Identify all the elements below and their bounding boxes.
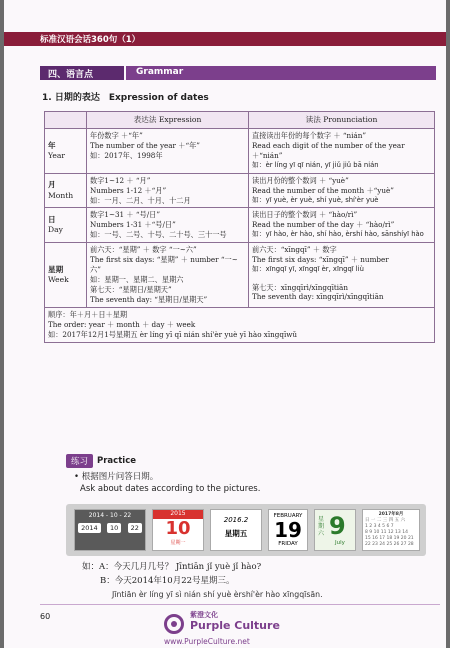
table-header-expression: 表达法 Expression <box>87 112 249 129</box>
calendar-images-strip <box>66 504 426 556</box>
pron-line: The seventh day: xīngqīrì/xīngqītiān <box>252 292 384 302</box>
expr-line: 如：2017年、1998年 <box>90 151 163 161</box>
row-head <box>45 208 87 243</box>
calendar-2-number: 10 <box>165 518 191 539</box>
calendar-4-day: 19 <box>274 518 302 542</box>
calendar-2-top: 2015 <box>153 510 203 519</box>
calendar-6-row: 22 23 24 25 26 27 28 <box>365 542 414 547</box>
table-row-week <box>45 243 435 308</box>
calendar-image-2 <box>152 509 204 551</box>
expr-line: The number of the year ＋“年” <box>90 141 200 151</box>
section-banner <box>40 66 436 80</box>
calendar-6-row: 15 16 17 18 19 20 21 <box>365 536 414 541</box>
calendar-1-month: 10 <box>107 523 121 533</box>
table-row-day <box>45 208 435 243</box>
section-title-en: Grammar <box>126 66 436 80</box>
pron-line: 如：èr líng yī qī nián, yī jiǔ jiǔ bā nián <box>252 161 379 170</box>
pronunciation-cell <box>249 173 435 208</box>
calendar-6-row: 1 2 3 4 5 6 7 <box>365 524 394 529</box>
calendar-5-day: 9 <box>329 512 346 540</box>
calendar-5-weekday: 星期六 <box>318 516 325 537</box>
dialogue-b: B：今天2014年10月22号星期三。 <box>100 576 235 586</box>
row-head-en: Week <box>48 275 69 285</box>
book-page <box>4 0 446 648</box>
calendar-image-4 <box>268 509 308 551</box>
calendar-6-row: 日 一 二 三 四 五 六 <box>365 518 406 523</box>
row-head-en: Year <box>48 151 66 161</box>
calendar-2-sub: 星期一 <box>170 540 186 546</box>
table-footer-row <box>45 307 435 342</box>
order-cell <box>45 307 435 342</box>
practice-label: Practice <box>97 456 136 466</box>
calendar-4-weekday: FRIDAY <box>278 541 298 547</box>
section-title-cn: 四、语言点 <box>40 66 124 80</box>
table-row-year <box>45 129 435 173</box>
row-head <box>45 243 87 308</box>
table-header-pronunciation: 读法 Pronunciation <box>249 112 435 129</box>
page-number: 60 <box>40 612 51 621</box>
order-example: 如：2017年12月1号星期五 èr líng yī qī nián shí'èr yuè yī hào xīngqīwǔ <box>48 329 298 339</box>
calendar-1-year: 2014 <box>78 523 101 533</box>
expr-line: 数字1~12 ＋ “月” <box>90 175 151 185</box>
table-header-corner <box>45 112 87 129</box>
pronunciation-cell <box>249 208 435 243</box>
dialogue-b-pinyin: Jīntiān èr líng yī sì nián shí yuè èrshí'èr hào xīngqīsān. <box>112 590 323 599</box>
running-head <box>4 32 446 46</box>
dialogue-a: 如：A：今天几月几号？ Jīntiān jǐ yuè jǐ hào? <box>82 562 262 572</box>
table-header-row <box>45 112 435 129</box>
pron-line: Read each digit of the number of the year ＋“nián” <box>252 141 405 161</box>
expression-cell <box>87 243 249 308</box>
expr-line: 第七天：“星期日/星期天” <box>90 285 172 295</box>
watermark <box>164 610 314 646</box>
calendar-3-weekday: 星期五 <box>224 529 248 538</box>
subheading: 1. 日期的表达 Expression of dates <box>42 93 209 103</box>
calendar-1-fields <box>75 523 145 533</box>
expr-line: Numbers 1-12 ＋“月” <box>90 185 167 195</box>
pron-line: Read the number of the month ＋“yuè” <box>252 185 394 195</box>
pron-line: 如：xīngqī yī, xīngqī èr, xīngqī liù <box>252 265 364 274</box>
expr-line: The seventh day: “星期日/星期天” <box>90 294 208 304</box>
calendar-image-3 <box>210 509 262 551</box>
example-dialogue <box>82 560 323 602</box>
row-head-cn: 年 <box>48 140 56 150</box>
expression-cell <box>87 129 249 173</box>
calendar-1-header: 2014 - 10 - 22 <box>88 512 132 519</box>
practice-heading <box>66 454 136 468</box>
pron-line: Read the number of the day ＋ “hào/rì” <box>252 220 395 230</box>
pron-line: 如：yī yuè, èr yuè, shí yuè, shí'èr yuè <box>252 195 379 204</box>
row-head-cn: 星期 <box>48 264 64 274</box>
practice-tag: 练习 <box>66 454 93 468</box>
calendar-6-title: 2017年8月 <box>378 512 404 517</box>
expression-cell <box>87 173 249 208</box>
expr-line: 数字1~31 ＋ “号/日” <box>90 210 161 220</box>
row-head-cn: 月 <box>48 180 56 190</box>
row-head <box>45 129 87 173</box>
expression-cell <box>87 208 249 243</box>
pron-line: 读出日子的整个数词 ＋ “hào/rì” <box>252 210 358 220</box>
order-cn: 顺序：年＋月＋日＋星期 <box>48 309 128 319</box>
expr-line: 如：一月、二月、十月、十二月 <box>90 195 191 205</box>
watermark-brand: Purple Culture <box>190 619 280 632</box>
expr-line: Numbers 1-31 ＋“号/日” <box>90 220 176 230</box>
calendar-image-1 <box>74 509 146 551</box>
practice-instruction-cn: • 根据图片问答日期。 <box>74 472 159 482</box>
pron-line: 读出月份的整个数词 ＋ “yuè” <box>252 175 349 185</box>
practice-instruction-en: Ask about dates according to the pictures. <box>80 484 261 494</box>
pron-line: 直接读出年份的每个数字 ＋ “nián” <box>252 131 367 141</box>
calendar-3-date: 2016.2 <box>223 516 249 524</box>
row-head-en: Month <box>48 190 74 200</box>
calendar-1-day: 22 <box>128 523 142 533</box>
footer-divider <box>40 604 440 605</box>
pronunciation-cell <box>249 243 435 308</box>
date-expression-table <box>44 111 435 343</box>
expr-line: 如：星期一、星期二、星期六 <box>90 275 184 285</box>
expr-line: 前六天：“星期” ＋ 数字 “一~六” <box>90 245 197 255</box>
calendar-image-6 <box>362 509 420 551</box>
pron-line: 前六天：“xīngqī” ＋ 数字 <box>252 245 337 255</box>
expr-line: 如：一号、二号、十号、二十号、三十一号 <box>90 230 227 240</box>
pron-line: The first six days: “xīngqī” ＋ number <box>252 255 389 265</box>
calendar-5-month: July <box>335 540 345 546</box>
purple-culture-logo-icon <box>164 614 184 634</box>
order-en: The order: year ＋ month ＋ day ＋ week <box>48 319 196 329</box>
pron-line: 如：yī hào, èr hào, shí hào, èrshí hào, sānshíyī hào <box>252 230 424 239</box>
row-head-cn: 日 <box>48 214 56 224</box>
row-head-en: Day <box>48 225 63 235</box>
watermark-url: www.PurpleCulture.net <box>164 637 250 646</box>
calendar-image-5 <box>314 509 356 551</box>
calendar-6-row: 8 9 10 11 12 13 14 <box>365 530 408 535</box>
pronunciation-cell <box>249 129 435 173</box>
pron-line: 第七天：xīngqīrì/xīngqītiān <box>252 282 348 292</box>
running-head-title: 标准汉语会话360句（1） <box>40 35 141 45</box>
watermark-cn: 紫澄文化 <box>190 611 218 619</box>
calendar-4-month: FEBRUARY <box>273 513 303 519</box>
expr-line: The first six days: “星期” ＋ number “一~六” <box>90 255 238 275</box>
row-head <box>45 173 87 208</box>
expr-line: 年份数字 ＋“年” <box>90 131 143 141</box>
table-row-month <box>45 173 435 208</box>
